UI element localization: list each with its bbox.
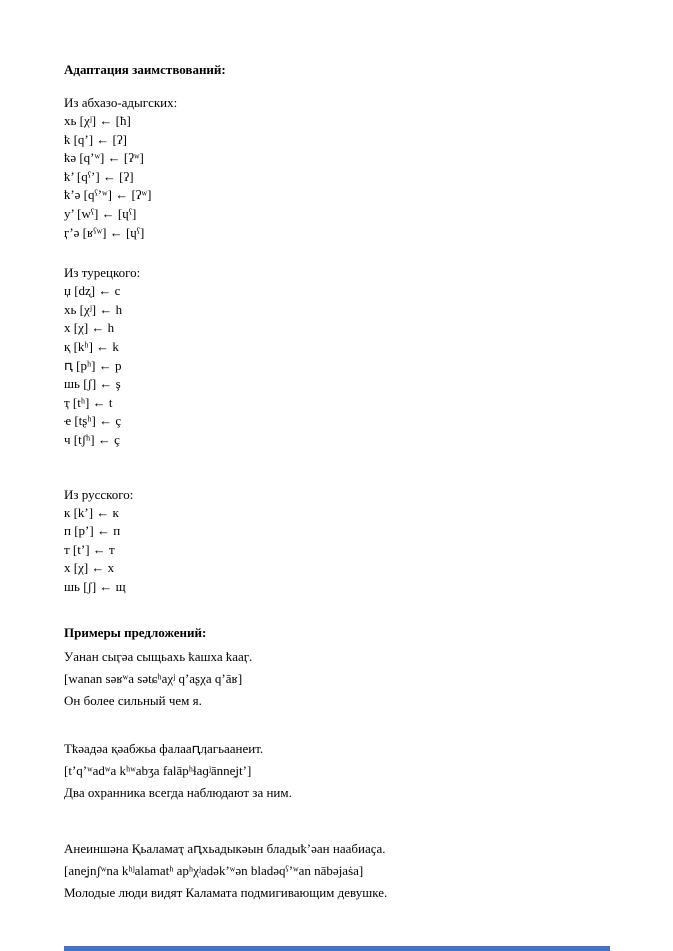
example-ipa: [tʼqʼʷadʷa kʰʷabʒa falāpʰɬaɡʲānne̯jtʼ]	[64, 763, 252, 779]
adaptation-rule: ԥ [pʰ] ← p	[64, 357, 122, 373]
adaptation-rule: ӷ’ә [ʁˤʷ] ← [ɥˤ]	[64, 224, 145, 240]
example-orthography: Анеиншәна Қьаламаҭ аԥхьадыкәын бладыҟ’әан наабиаҫа.	[64, 841, 386, 857]
example-ipa: [ane̯jnʃʷna kʰʲalamatʰ apʰχʲadəkʼʷən bladəqˤʼʷan nābəjaṡa]	[64, 863, 364, 879]
adaptation-rule: ҭ [tʰ] ← t	[64, 394, 113, 410]
example-sentence-block	[64, 738, 633, 804]
example-orthography: Уанан сыӷәа сыщьахь ҟашха ҟааӷ.	[64, 649, 253, 665]
adaptation-rule: ҟә [qʼʷ] ← [ʔʷ]	[64, 150, 144, 166]
document-title: Адаптация заимствований:	[64, 62, 226, 77]
section-russian	[64, 485, 633, 597]
section-heading-abkhaz-adyghe: Из абхазо-адыгских:	[64, 95, 178, 110]
adaptation-rule: хь [χʲ] ← [ħ]	[64, 113, 131, 128]
adaptation-rule: қ [kʰ] ← k	[64, 338, 119, 354]
section-heading-russian: Из русского:	[64, 486, 134, 502]
example-translation: Два охранника всегда наблюдают за ним.	[64, 785, 292, 801]
example-orthography: Тҟәадәа қәабжьа фалааԥӆагьаанеит.	[64, 741, 264, 757]
example-sentence-block	[64, 646, 633, 712]
example-translation: Он более сильный чем я.	[64, 693, 202, 709]
examples-title: Примеры предложений:	[64, 625, 207, 641]
adaptation-rule: хь [χʲ] ← h	[64, 301, 123, 317]
adaptation-rule: у’ [wˤ] ← [ɥˤ]	[64, 205, 137, 221]
example-translation: Молодые люди видят Каламата подмигивающим девушке.	[64, 885, 388, 901]
section-heading-turkish: Из турецкого:	[64, 265, 141, 281]
adaptation-rule: х [χ] ← х	[64, 560, 115, 576]
adaptation-rule: к [kʼ] ← к	[64, 504, 119, 520]
section-abkhaz-adyghe	[64, 93, 633, 242]
adaptation-rule: шь [ʃ] ← ş	[64, 376, 121, 392]
adaptation-rule: шь [ʃ] ← щ	[64, 578, 126, 594]
adaptation-rule: ч [tʃʰ] ← ç	[64, 431, 120, 447]
example-ipa: [wanan səʁʷa sətɕʰaχʲ qʼaʂχa qʼāʁ]	[64, 671, 243, 687]
adaptation-rule: џ [dʐ] ← c	[64, 283, 121, 299]
adaptation-rule: ҽ [tʂʰ] ← ç	[64, 413, 122, 429]
adaptation-rule: п [pʼ] ← п	[64, 523, 121, 539]
adaptation-rule: ҟ’ә [qˤʼʷ] ← [ʔʷ]	[64, 187, 152, 203]
section-turkish	[64, 263, 633, 449]
adaptation-rule: ҟ [qʼ] ← [ʔ]	[64, 131, 127, 147]
example-sentence-block	[64, 838, 633, 904]
adaptation-rule: ҟ’ [qˤʼ] ← [ʔ]	[64, 168, 134, 184]
bottom-blue-strip	[64, 946, 610, 951]
adaptation-rule: х [χ] ← h	[64, 320, 115, 336]
adaptation-rule: т [tʼ] ← т	[64, 541, 115, 557]
